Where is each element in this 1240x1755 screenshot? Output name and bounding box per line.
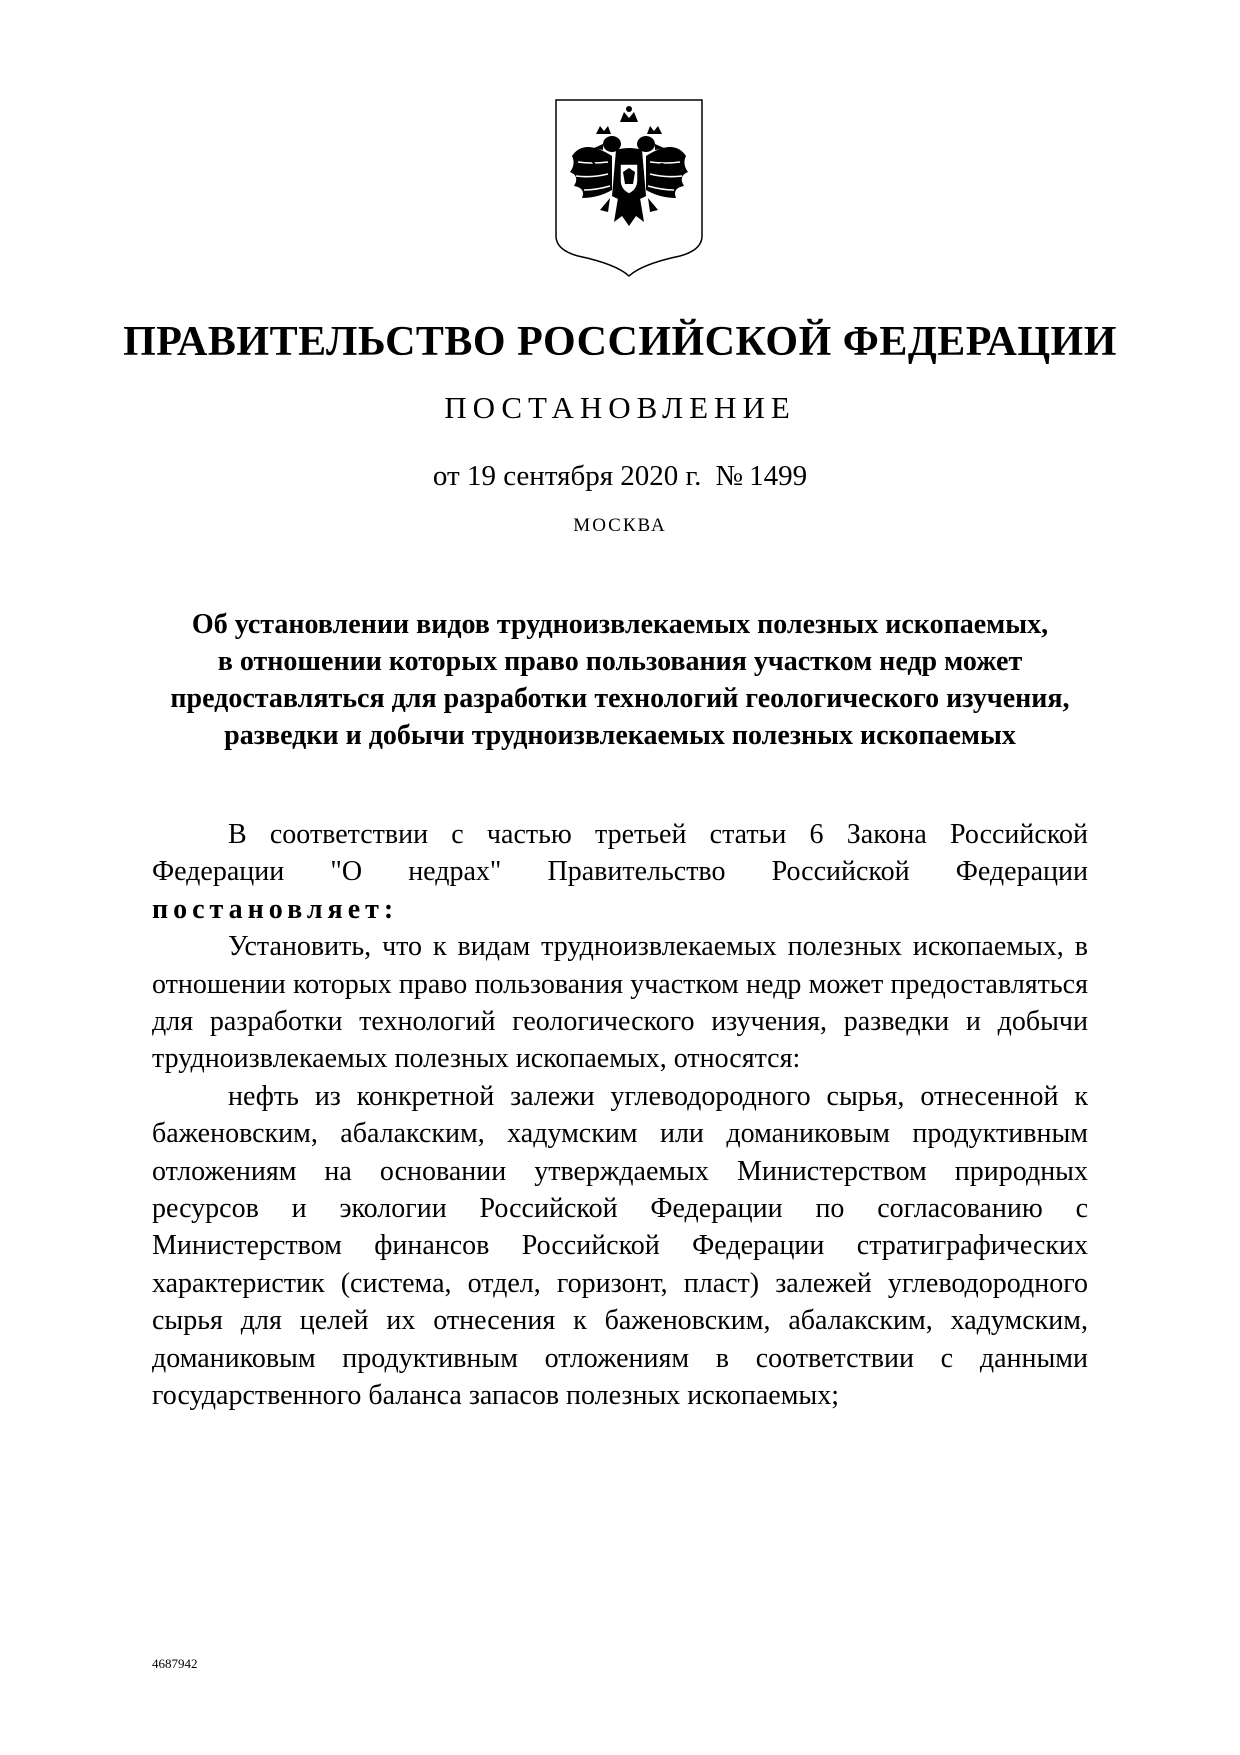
document-type: ПОСТАНОВЛЕНИЕ	[444, 390, 796, 425]
number-sign: №	[715, 460, 744, 492]
heading-line: в отношении которых право пользования участком недр может	[217, 646, 1023, 677]
decree-word: постановляет:	[152, 893, 399, 925]
document-heading	[150, 606, 1090, 754]
document-date-line	[0, 460, 1240, 493]
document-code: 4687942	[152, 1656, 198, 1671]
heading-line: предоставляться для разработки технологий геологического изучения,	[170, 683, 1070, 714]
document-number: 1499	[749, 460, 808, 492]
government-title: ПРАВИТЕЛЬСТВО РОССИЙСКОЙ ФЕДЕРАЦИИ	[123, 319, 1117, 365]
document-date: от 19 сентября 2020 г.	[432, 460, 702, 492]
body-paragraph: нефть из конкретной залежи углеводородного сырья, отнесенной к баженовским, абалакским, хадумским или доманиковым продуктивным отложениям на основании утверждаемых Министерством природных ресурсов и экологии Российской Федерации по согласованию с Министерством финансов Российской Федерации стратиграфических характеристик (система, отдел, горизонт, пласт) залежей углеводородного сырья для целей их отнесения к баженовским, абалакским, хадумским, доманиковым продуктивным отложениям в соответствии с данными государственного баланса запасов полезных ископаемых;	[152, 1080, 1088, 1412]
russian-coat-of-arms-icon	[554, 98, 704, 278]
paragraph-text: В соответствии с частью третьей статьи 6 Закона Российской Федерации "О недрах" Правительство Российской Федерации	[152, 819, 1088, 888]
body-paragraph: Установить, что к видам трудноизвлекаемых полезных ископаемых, в отношении которых право пользования участком недр может предоставляться для разработки технологий геологического изучения, разведки и добычи трудноизвлекаемых полезных ископаемых, относятся:	[152, 931, 1088, 1075]
body-paragraph	[152, 816, 1088, 928]
document-place: МОСКВА	[573, 515, 667, 536]
heading-line: разведки и добычи трудноизвлекаемых полезных ископаемых	[224, 720, 1016, 751]
document-body	[152, 816, 1088, 1415]
heading-line: Об установлении видов трудноизвлекаемых полезных ископаемых,	[191, 609, 1049, 640]
